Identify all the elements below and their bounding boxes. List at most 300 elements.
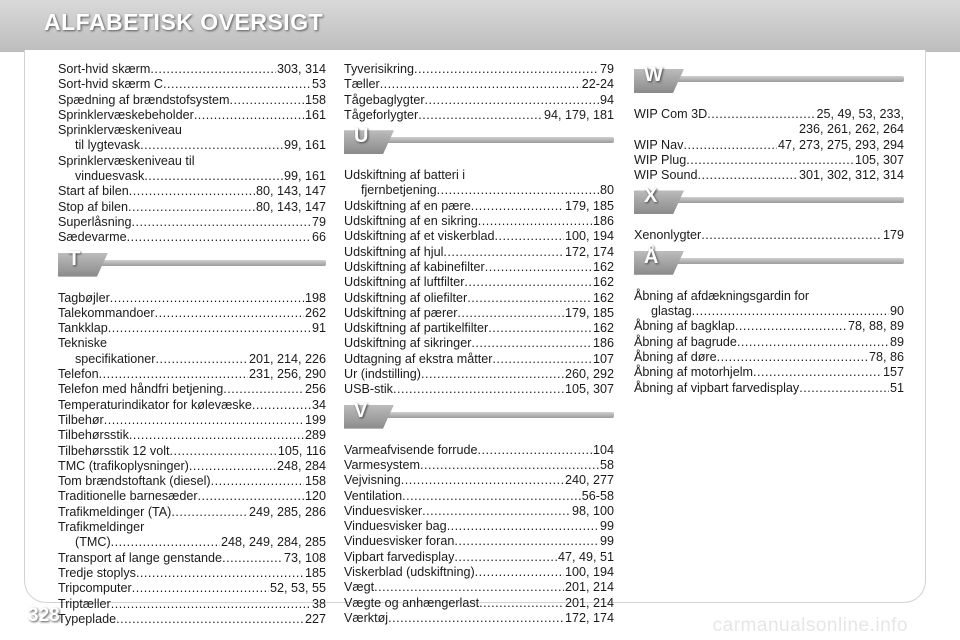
- entry-term: Åbning af døre: [634, 349, 717, 364]
- index-entry: [344, 321, 614, 336]
- index-list: [344, 168, 614, 397]
- entry-pages: 80, 143, 147: [255, 199, 326, 214]
- entry-term: Typeplade: [58, 611, 117, 626]
- index-entry: [344, 62, 614, 77]
- entry-term: Talekommandoer: [58, 305, 155, 320]
- dot-leader: [425, 93, 599, 108]
- entry-term: Vinduesvisker bag: [344, 519, 447, 534]
- dot-leader: [198, 489, 304, 504]
- index-entry: [344, 245, 614, 260]
- section-header-t: [58, 247, 326, 289]
- index-entry: [58, 551, 326, 566]
- entry-pages: 47, 273, 275, 293, 294: [777, 137, 904, 152]
- dot-leader: [477, 443, 592, 458]
- index-entry: [58, 230, 326, 245]
- entry-term: Viskerblad (udskiftning): [344, 565, 475, 580]
- dot-leader: [488, 321, 592, 336]
- entry-pages: 34: [311, 397, 326, 412]
- dot-leader: [447, 519, 599, 534]
- entry-term: Udskiftning af oliefilter: [344, 290, 468, 305]
- section-tab: [58, 247, 108, 277]
- dot-leader: [144, 169, 283, 184]
- dot-leader: [99, 367, 248, 382]
- index-entry: [58, 169, 326, 184]
- entry-term: Tankklap: [58, 321, 108, 336]
- index-entry: [58, 505, 326, 520]
- entry-term: Åbning af vipbart farvedisplay: [634, 380, 800, 395]
- entry-pages: 94, 179, 181: [543, 107, 614, 122]
- entry-term: til lygtevask: [75, 138, 141, 153]
- index-entry: [344, 306, 614, 321]
- dot-leader: [129, 428, 304, 443]
- entry-pages: 158: [304, 474, 326, 489]
- entry-term: Sort-hvid skærm: [58, 62, 151, 76]
- dot-leader: [150, 62, 276, 77]
- entry-term: (TMC): [75, 535, 111, 550]
- entry-term: Vægte og anhængerlast: [344, 595, 480, 610]
- entry-pages: 100, 194: [564, 565, 614, 580]
- dot-leader: [388, 611, 564, 626]
- dot-leader: [683, 138, 776, 153]
- section-header-v: [344, 399, 614, 441]
- entry-pages: 79: [311, 214, 326, 229]
- index-entry: [58, 535, 326, 550]
- dot-leader: [156, 352, 248, 367]
- entry-pages: 303, 314: [276, 62, 326, 76]
- entry-term: Transport af lange genstande: [58, 550, 223, 565]
- section-letter: Å: [644, 245, 659, 268]
- section-letter: W: [644, 64, 663, 86]
- entry-term: Tripcomputer: [58, 581, 132, 596]
- section-tab: [344, 125, 394, 154]
- entry-term: Ventilation: [344, 488, 403, 503]
- entry-pages: 51: [889, 380, 904, 395]
- entry-pages: 186: [592, 214, 614, 229]
- entry-pages: 120: [304, 489, 326, 504]
- index-entry: [58, 215, 326, 230]
- entry-term: glastag: [651, 304, 692, 319]
- entry-pages: 186: [592, 336, 614, 351]
- entry-pages: 249, 285, 286: [248, 504, 326, 519]
- index-entry: [344, 382, 614, 397]
- entry-term: Åbning af bagrude: [634, 334, 737, 349]
- entry-pages: 58: [599, 457, 614, 472]
- entry-pages: 198: [304, 290, 326, 305]
- entry-term: Tågeforlygter: [344, 107, 419, 122]
- index-entry: [344, 489, 614, 504]
- entry-term: Tilbehørsstik: [58, 428, 129, 443]
- footer-watermark: carmanualsonline.info: [712, 615, 908, 636]
- entry-term: Udskiftning af et viskerblad: [344, 229, 495, 244]
- section-header-a-ring: [634, 245, 904, 287]
- dot-leader: [136, 566, 304, 581]
- index-entry-heading: Sprinklervæskeniveau: [58, 123, 182, 138]
- entry-term: Telefon med håndfri betjening: [58, 382, 224, 397]
- dot-leader: [454, 534, 599, 549]
- index-entry: [344, 550, 614, 565]
- entry-pages: 80: [599, 183, 614, 198]
- entry-pages: 179: [882, 228, 904, 243]
- entry-pages: 90: [889, 304, 904, 319]
- entry-pages: 248, 284: [276, 458, 326, 473]
- entry-pages: 199: [304, 412, 326, 427]
- entry-term: Tredje stoplys: [58, 565, 136, 580]
- entry-pages: 201, 214: [564, 580, 614, 595]
- entry-pages: 47, 49, 51: [557, 549, 614, 564]
- index-entry: [58, 444, 326, 459]
- entry-pages: 201, 214: [564, 595, 614, 610]
- index-list: [344, 443, 614, 627]
- entry-term: Sort-hvid skærm C: [58, 77, 163, 92]
- entry-pages: 248, 249, 284, 285: [220, 535, 326, 550]
- index-entry: [344, 611, 614, 626]
- entry-pages: 105, 307: [854, 152, 904, 167]
- dot-leader: [104, 413, 304, 428]
- entry-term: Varmeafvisende forrude: [344, 442, 478, 457]
- index-entry: [634, 107, 904, 122]
- entry-pages: 162: [592, 275, 614, 290]
- dot-leader: [421, 367, 564, 382]
- entry-pages: 256: [304, 382, 326, 397]
- dot-leader: [163, 77, 311, 92]
- entry-term: Xenonlygter: [634, 228, 702, 243]
- index-entry: [58, 597, 326, 612]
- dot-leader: [111, 597, 311, 612]
- index-entry: [58, 62, 326, 77]
- entry-pages: 227: [304, 611, 326, 626]
- dot-leader: [697, 168, 797, 183]
- dot-leader: [129, 184, 255, 199]
- dot-leader: [418, 108, 543, 123]
- dot-leader: [140, 138, 283, 153]
- index-list: [634, 228, 904, 243]
- index-entry: [344, 519, 614, 534]
- entry-pages: 185: [304, 565, 326, 580]
- index-entry: [58, 581, 326, 596]
- entry-pages: 56-58: [581, 488, 614, 503]
- entry-term: Traditionelle barnesæder: [58, 489, 198, 504]
- entry-pages: 89: [889, 334, 904, 349]
- index-entry: [58, 77, 326, 92]
- entry-term: Vejvisning: [344, 473, 401, 488]
- entry-pages: 94: [599, 92, 614, 107]
- entry-term: Tom brændstoftank (diesel): [58, 474, 211, 489]
- index-entry: [58, 382, 326, 397]
- dot-leader: [189, 459, 276, 474]
- section-letter: V: [354, 399, 368, 422]
- index-entry: [634, 304, 904, 319]
- entry-term: fjernbetjening: [361, 183, 437, 198]
- dot-leader: [471, 199, 564, 214]
- entry-term: Varmesystem: [344, 457, 421, 472]
- dot-leader: [155, 306, 304, 321]
- index-entry: [344, 183, 614, 198]
- entry-pages: 262: [304, 305, 326, 320]
- index-entry: [344, 108, 614, 123]
- index-entry: [58, 93, 326, 108]
- index-entry: [58, 321, 326, 336]
- section-letter: X: [644, 185, 658, 208]
- index-entry: [634, 365, 904, 380]
- index-entry: [344, 443, 614, 458]
- index-entry: [634, 153, 904, 168]
- entry-term: Ur (indstilling): [344, 367, 421, 382]
- index-entry: [58, 459, 326, 474]
- page-title: ALFABETISK OVERSIGT: [44, 9, 324, 35]
- entry-term: Udskiftning af luftfilter: [344, 275, 465, 290]
- entry-pages: 107: [592, 351, 614, 366]
- index-list: [58, 62, 326, 246]
- entry-pages: 157: [882, 365, 904, 380]
- index-entry: [58, 291, 326, 306]
- index-entry: [344, 93, 614, 108]
- entry-pages: 289: [304, 428, 326, 443]
- entry-pages: 231, 256, 290: [248, 367, 326, 382]
- dot-leader: [467, 291, 592, 306]
- dot-leader: [478, 214, 592, 229]
- dot-leader: [737, 335, 889, 350]
- entry-term: WIP Com 3D: [634, 107, 708, 121]
- entry-pages: 158: [304, 92, 326, 107]
- entry-pages: 79: [599, 62, 614, 76]
- dot-leader: [485, 260, 592, 275]
- index-entry: [58, 108, 326, 123]
- index-entry-heading: Udskiftning af batteri i: [344, 168, 466, 183]
- entry-pages: 172, 174: [564, 610, 614, 625]
- entry-term: Udskiftning af sikringer: [344, 336, 472, 351]
- entry-term: Stop af bilen: [58, 199, 129, 214]
- dot-leader: [420, 458, 599, 473]
- index-entry: [58, 200, 326, 215]
- dot-leader: [402, 489, 581, 504]
- entry-term: Tågebaglygter: [344, 92, 425, 107]
- dot-leader: [393, 382, 564, 397]
- entry-pages: 53: [311, 77, 326, 92]
- index-entry: [58, 612, 326, 627]
- entry-term: Spædning af brændstofsystem: [58, 92, 230, 107]
- entry-term: Åbning af motorhjelm: [634, 365, 754, 380]
- entry-term: Superlåsning: [58, 214, 132, 229]
- dot-leader: [717, 350, 868, 365]
- index-entry: [58, 489, 326, 504]
- entry-term: Udskiftning af kabinefilter: [344, 259, 485, 274]
- dot-leader: [422, 504, 571, 519]
- section-header-x: [634, 185, 904, 226]
- entry-pages: 260, 292: [564, 367, 614, 382]
- index-list: [634, 289, 904, 396]
- entry-term: WIP Sound: [634, 168, 698, 183]
- index-column-1: [58, 62, 326, 627]
- entry-pages: 240, 277: [564, 473, 614, 488]
- dot-leader: [692, 304, 889, 319]
- entry-pages: 99, 161: [283, 138, 326, 153]
- entry-pages: 99, 161: [283, 169, 326, 184]
- entry-pages: 104: [592, 442, 614, 457]
- dot-leader: [110, 291, 304, 306]
- entry-term: WIP Plug: [634, 152, 687, 167]
- entry-term: USB-stik: [344, 382, 393, 397]
- entry-pages: 99: [599, 519, 614, 534]
- dot-leader: [230, 93, 304, 108]
- entry-pages: 100, 194: [564, 229, 614, 244]
- index-entry: [344, 77, 614, 92]
- entry-term: vinduesvask: [75, 169, 145, 184]
- page-number: 328: [28, 605, 60, 626]
- index-list: [634, 107, 904, 183]
- dot-leader: [479, 596, 564, 611]
- entry-pages: 162: [592, 290, 614, 305]
- dot-leader: [707, 107, 815, 122]
- entry-pages: 179, 185: [564, 198, 614, 213]
- entry-term: Sædevarme: [58, 230, 127, 245]
- index-entry: [634, 168, 904, 183]
- entry-term: Tagbøjler: [58, 290, 110, 305]
- section-tab: [634, 245, 684, 275]
- index-entry-heading: Trafikmeldinger: [58, 520, 145, 535]
- index-entry: [58, 138, 326, 153]
- entry-term: Vægt: [344, 580, 375, 595]
- entry-pages: 25, 49, 53, 233,: [816, 107, 904, 121]
- dot-leader: [194, 108, 304, 123]
- index-entry: [58, 413, 326, 428]
- index-entry: [344, 260, 614, 275]
- section-letter: T: [68, 247, 81, 270]
- dot-leader: [753, 365, 882, 380]
- entry-term: Udskiftning af en sikring: [344, 214, 478, 229]
- entry-pages: 78, 86: [868, 349, 904, 364]
- dot-leader: [211, 474, 304, 489]
- entry-pages: 162: [592, 321, 614, 336]
- entry-term: Triptæller: [58, 596, 111, 611]
- entry-term: Udskiftning af hjul: [344, 244, 444, 259]
- section-letter: U: [354, 125, 369, 148]
- entry-term: specifikationer: [75, 351, 156, 366]
- entry-pages: 80, 143, 147: [255, 184, 326, 199]
- dot-leader: [492, 352, 592, 367]
- index-entry: [634, 335, 904, 350]
- entry-pages: 105, 307: [564, 382, 614, 397]
- entry-pages: 161: [304, 107, 326, 122]
- index-entry: [634, 319, 904, 334]
- index-entry: [344, 229, 614, 244]
- dot-leader: [735, 319, 847, 334]
- dot-leader: [495, 229, 564, 244]
- index-entry: [58, 428, 326, 443]
- entry-term: Udskiftning af partikelfilter: [344, 321, 489, 336]
- index-entry: [344, 291, 614, 306]
- entry-pages: 78, 88, 89: [847, 319, 904, 334]
- entry-term: Tilbehørsstik 12 volt: [58, 443, 170, 458]
- dot-leader: [132, 581, 269, 596]
- index-entry: [58, 474, 326, 489]
- entry-pages: 301, 302, 312, 314: [798, 168, 904, 183]
- index-entry-continuation: 236, 261, 262, 264: [798, 122, 904, 137]
- dot-leader: [374, 580, 564, 595]
- index-entry: [344, 596, 614, 611]
- index-entry: [344, 275, 614, 290]
- dot-leader: [171, 505, 248, 520]
- entry-pages: 52, 53, 55: [269, 581, 326, 596]
- dot-leader: [128, 200, 255, 215]
- dot-leader: [443, 245, 564, 260]
- entry-pages: 201, 214, 226: [248, 351, 326, 366]
- index-entry: [344, 473, 614, 488]
- dot-leader: [471, 336, 592, 351]
- entry-term: Tyverisikring: [344, 62, 414, 76]
- dot-leader: [380, 77, 581, 92]
- dot-leader: [464, 275, 592, 290]
- index-entry: [58, 566, 326, 581]
- section-tab: [344, 399, 394, 429]
- dot-leader: [223, 382, 304, 397]
- entry-term: Start af bilen: [58, 184, 129, 199]
- index-entry: [634, 350, 904, 365]
- section-header-u: [344, 125, 614, 166]
- entry-pages: 91: [311, 321, 326, 336]
- index-entry: [344, 504, 614, 519]
- entry-pages: 98, 100: [571, 503, 614, 518]
- index-entry: [344, 565, 614, 580]
- entry-term: Udtagning af ekstra måtter: [344, 351, 493, 366]
- entry-term: WIP Nav: [634, 137, 684, 152]
- dot-leader: [132, 215, 311, 230]
- dot-leader: [437, 183, 599, 198]
- entry-pages: 38: [311, 596, 326, 611]
- index-entry-heading: Åbning af afdækningsgardin for: [634, 288, 810, 303]
- dot-leader: [252, 398, 311, 413]
- index-entry: [58, 306, 326, 321]
- entry-term: Åbning af bagklap: [634, 319, 735, 334]
- dot-leader: [686, 153, 854, 168]
- entry-pages: 22-24: [581, 77, 614, 92]
- section-tab: [634, 185, 684, 214]
- entry-term: Vinduesvisker foran: [344, 534, 455, 549]
- entry-term: Vinduesvisker: [344, 503, 423, 518]
- dot-leader: [111, 535, 220, 550]
- entry-pages: 66: [311, 230, 326, 245]
- index-entry: [58, 184, 326, 199]
- entry-term: Tilbehør: [58, 412, 104, 427]
- entry-term: Vipbart farvedisplay: [344, 549, 455, 564]
- dot-leader: [414, 62, 599, 77]
- index-column-3: [634, 62, 904, 396]
- dot-leader: [222, 551, 283, 566]
- index-entry: [344, 367, 614, 382]
- dot-leader: [457, 306, 564, 321]
- index-entry: [344, 336, 614, 351]
- dot-leader: [701, 228, 882, 243]
- dot-leader: [454, 550, 557, 565]
- index-entry: [58, 398, 326, 413]
- entry-pages: 179, 185: [564, 305, 614, 320]
- dot-leader: [127, 230, 311, 245]
- index-list: [344, 62, 614, 123]
- entry-term: Udskiftning af en pære: [344, 198, 471, 213]
- entry-pages: 172, 174: [564, 244, 614, 259]
- dot-leader: [108, 321, 311, 336]
- index-entry-heading: Tekniske: [58, 336, 107, 351]
- index-entry: [634, 381, 904, 396]
- index-entry: [344, 580, 614, 595]
- entry-term: Sprinklervæskebeholder: [58, 107, 194, 122]
- entry-pages: 162: [592, 259, 614, 274]
- entry-pages: 105, 116: [277, 443, 326, 458]
- index-entry: [344, 214, 614, 229]
- entry-pages: 73, 108: [283, 550, 326, 565]
- dot-leader: [116, 612, 304, 627]
- entry-term: Tæller: [344, 77, 380, 92]
- index-entry: [58, 352, 326, 367]
